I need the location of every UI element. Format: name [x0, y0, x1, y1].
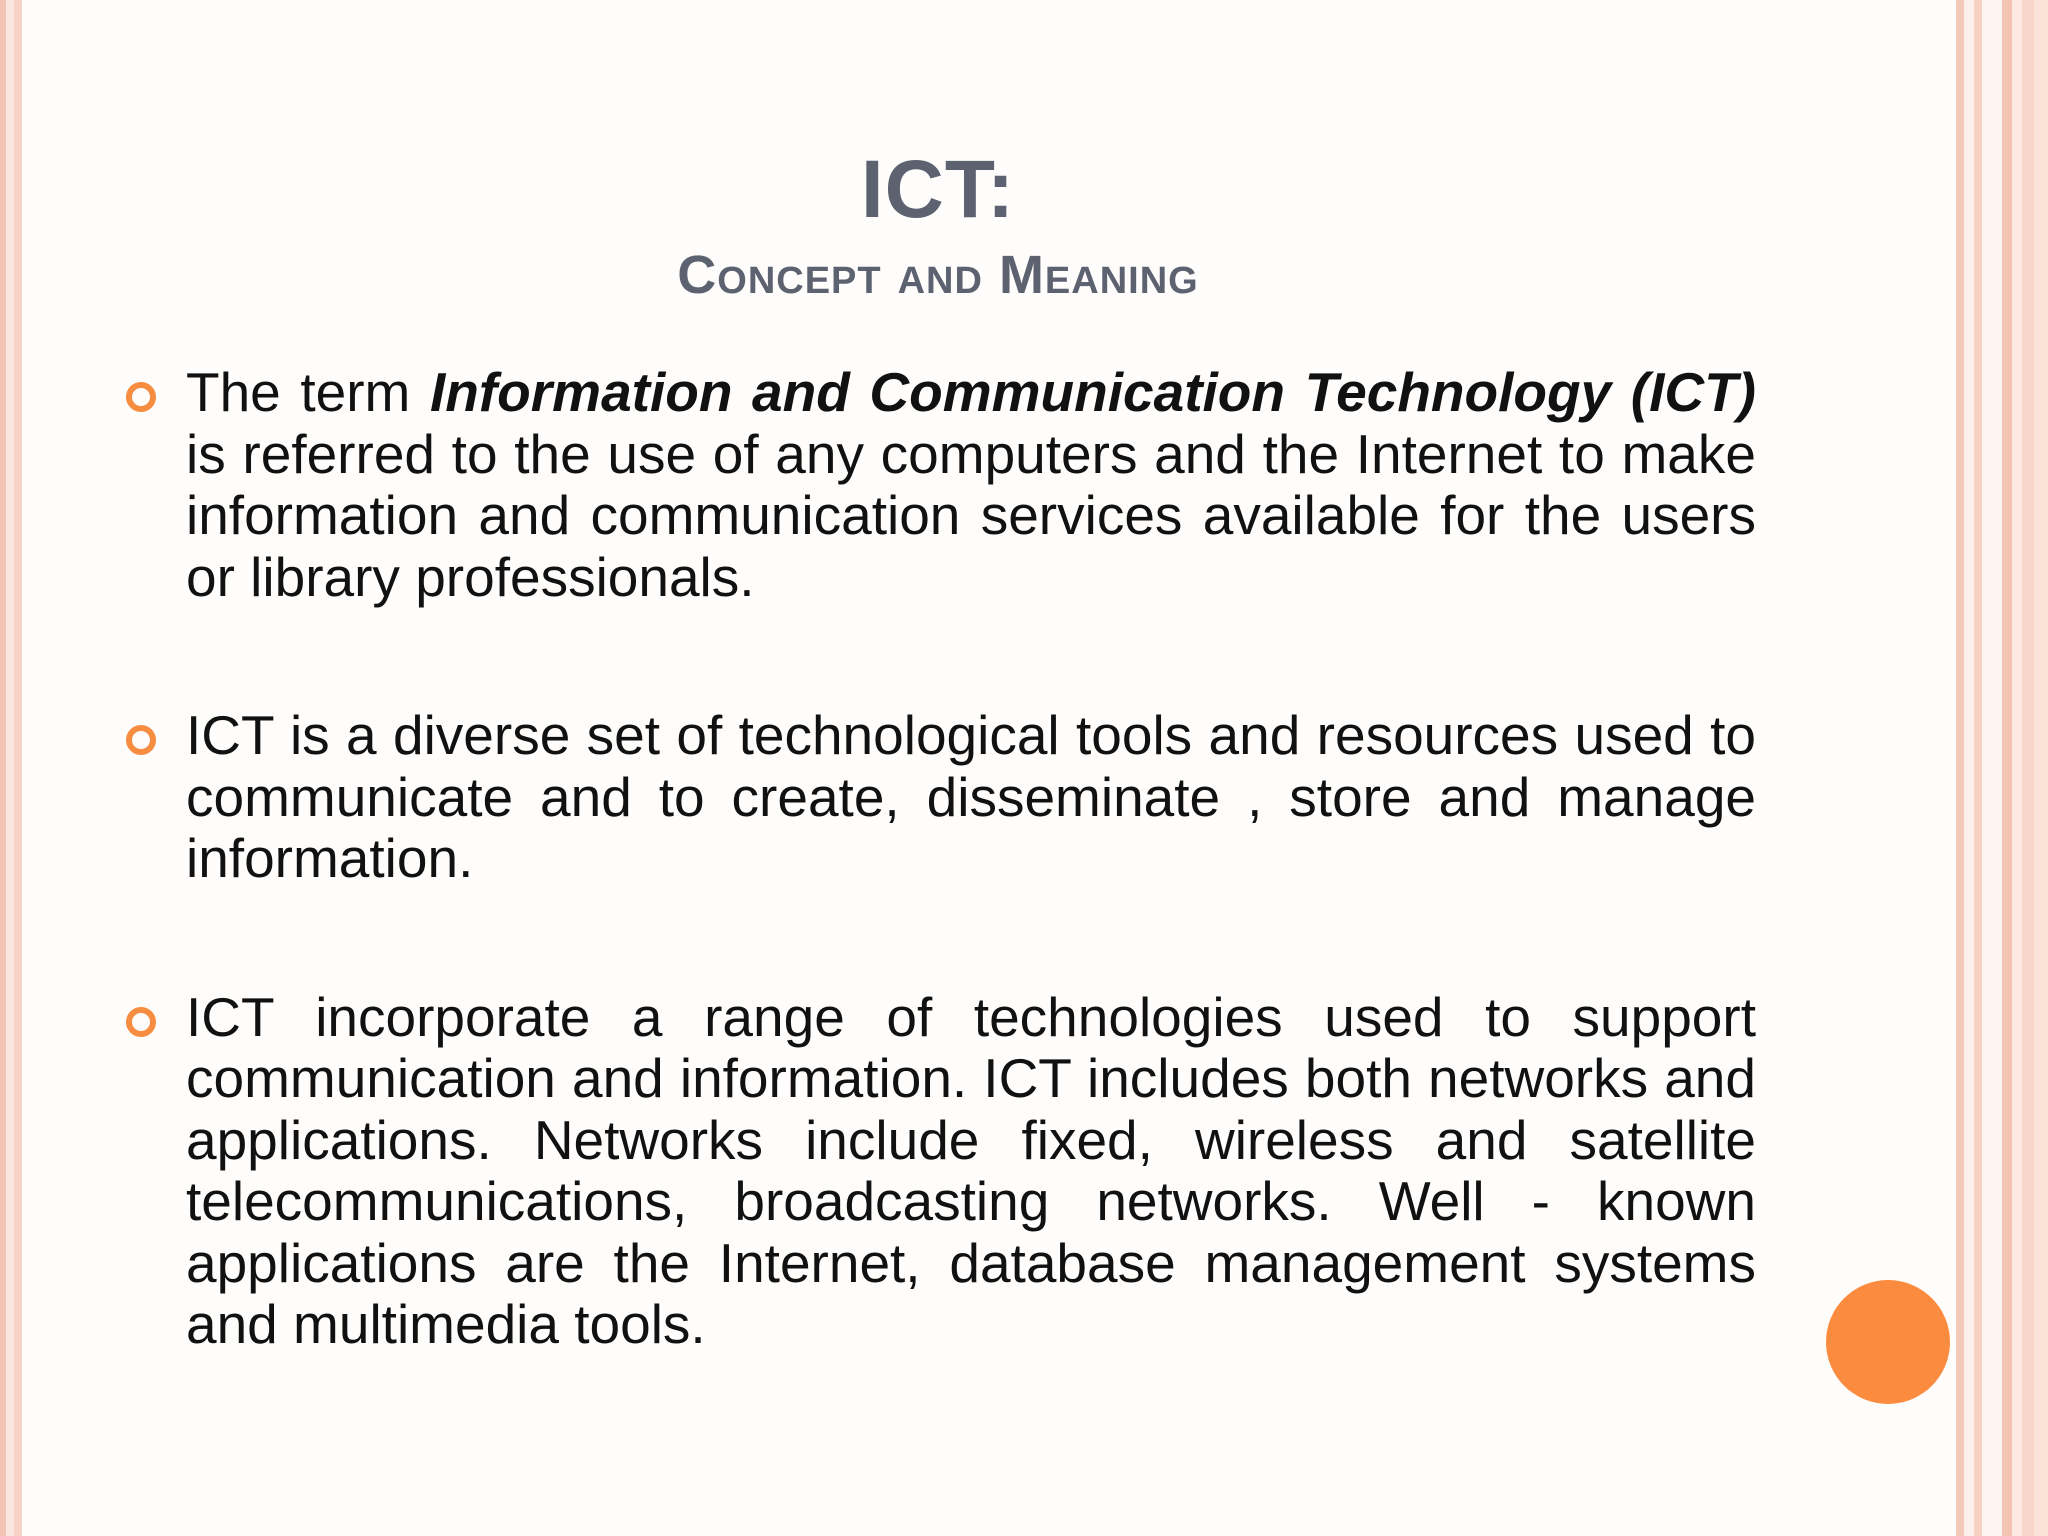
decorative-orange-circle	[1826, 1280, 1950, 1404]
slide-subtitle: Concept and Meaning	[677, 245, 1199, 305]
bullet-emphasis: Information and Communication Technology (ICT)	[429, 361, 1757, 423]
right-border-stripes	[1956, 0, 2048, 1536]
title-block	[0, 140, 1876, 310]
bullet-text	[186, 361, 1756, 608]
bullet-text: ICT incorporate a range of technologies used to support communication and information. ICT includes both networks and applications. Networks include fixed, wireless and satellite telecommunications, broadcasting networks. Well - known applications are the Internet, database management systems and multimedia tools.	[186, 985, 1756, 1355]
ring-bullet-icon	[126, 725, 156, 755]
bullet-item	[124, 705, 1756, 890]
bullet-item	[124, 362, 1756, 608]
bullet-rest: is referred to the use of any computers and the Internet to make information and communication services available for the users or library professionals.	[186, 422, 1756, 608]
ring-bullet-icon	[126, 1007, 156, 1037]
bullet-lead: The term	[186, 361, 430, 423]
bullet-item	[124, 987, 1756, 1356]
slide-title: ICT:	[860, 144, 1016, 235]
bullet-text: ICT is a diverse set of technological tools and resources used to communicate and to create, disseminate , store and manage information.	[186, 704, 1756, 889]
ring-bullet-icon	[126, 382, 156, 412]
bullet-list	[124, 362, 1756, 1356]
